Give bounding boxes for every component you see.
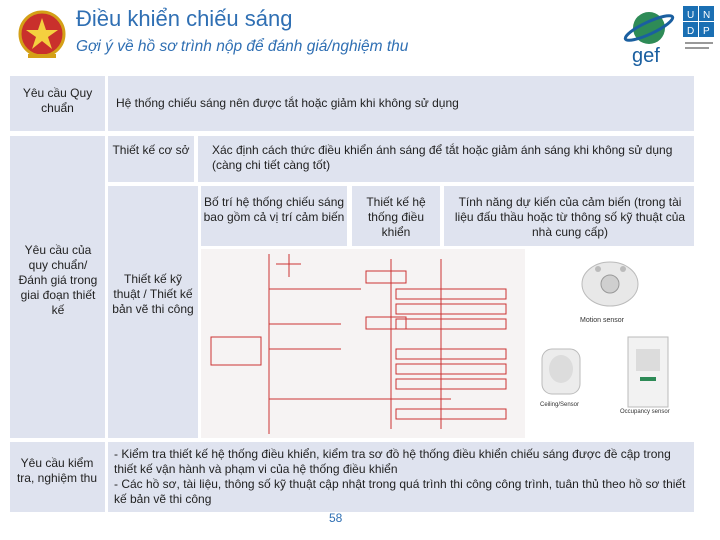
sensor-images	[528, 249, 694, 438]
tech-col1-text: Bố trí hệ thống chiếu sáng bao gồm cả vị trí cảm biến	[203, 195, 345, 224]
row2-label: Yêu cầu của quy chuẩn/ Đánh giá trong giai đoạn thiết kế	[18, 243, 98, 317]
undp-letter: P	[703, 26, 710, 37]
occupancy-sensor-label: Occupancy sensor	[620, 409, 670, 415]
row1-label: Yêu cầu Quy chuẩn	[22, 86, 93, 115]
row1-content: Hệ thống chiếu sáng nên được tắt hoặc giảm khi không sử dụng	[116, 96, 459, 110]
undp-letter: U	[687, 10, 695, 21]
technical-design-label: Thiết kế kỹ thuật / Thiết kế bản vẽ thi công	[112, 272, 194, 316]
design-basis-label: Thiết kế cơ sở	[112, 143, 190, 157]
gef-logo	[618, 4, 680, 66]
undp-logo	[683, 6, 715, 62]
ceiling-sensor-label: Ceiling/Sensor	[540, 402, 580, 408]
tech-col3-text: Tính năng dự kiến của cảm biến (trong tài liệu đấu thầu hoặc từ thông số kỹ thuật của nhà cung cấp)	[454, 195, 686, 239]
control-system-diagram	[201, 249, 525, 438]
page-subtitle: Gợi ý về hồ sơ trình nộp để đánh giá/nghiệm thu	[76, 38, 409, 55]
motion-sensor-label: Motion sensor	[580, 317, 624, 324]
tech-col2-text: Thiết kế hệ thống điều khiển	[366, 195, 426, 239]
occupancy-sensor-icon	[628, 337, 668, 407]
row3-content: - Kiểm tra thiết kế hệ thống điều khiển, kiểm tra sơ đồ hệ thống điều khiển chiếu sáng được đề cập trong thiết kế vận hành và phạm vi của hệ thống điều khiển - Các hồ sơ, tài liệu, thông số kỹ thuật cập nhật trong quá trình thi công công trình, tuân thủ theo hồ sơ thiết kế bản vẽ thi công	[114, 447, 686, 506]
undp-letter: D	[687, 26, 695, 37]
page-number: 58	[329, 511, 343, 525]
undp-letter: N	[703, 10, 711, 21]
vietnam-emblem-icon	[18, 10, 66, 62]
gef-label: gef	[632, 45, 660, 66]
page-title: Điều khiển chiếu sáng	[76, 6, 293, 31]
design-basis-content: Xác định cách thức điều khiển ánh sáng để tắt hoặc giảm ánh sáng khi không sử dụng (càng chi tiết càng tốt)	[212, 143, 673, 172]
row3-label: Yêu cầu kiểm tra, nghiệm thu	[16, 456, 98, 485]
